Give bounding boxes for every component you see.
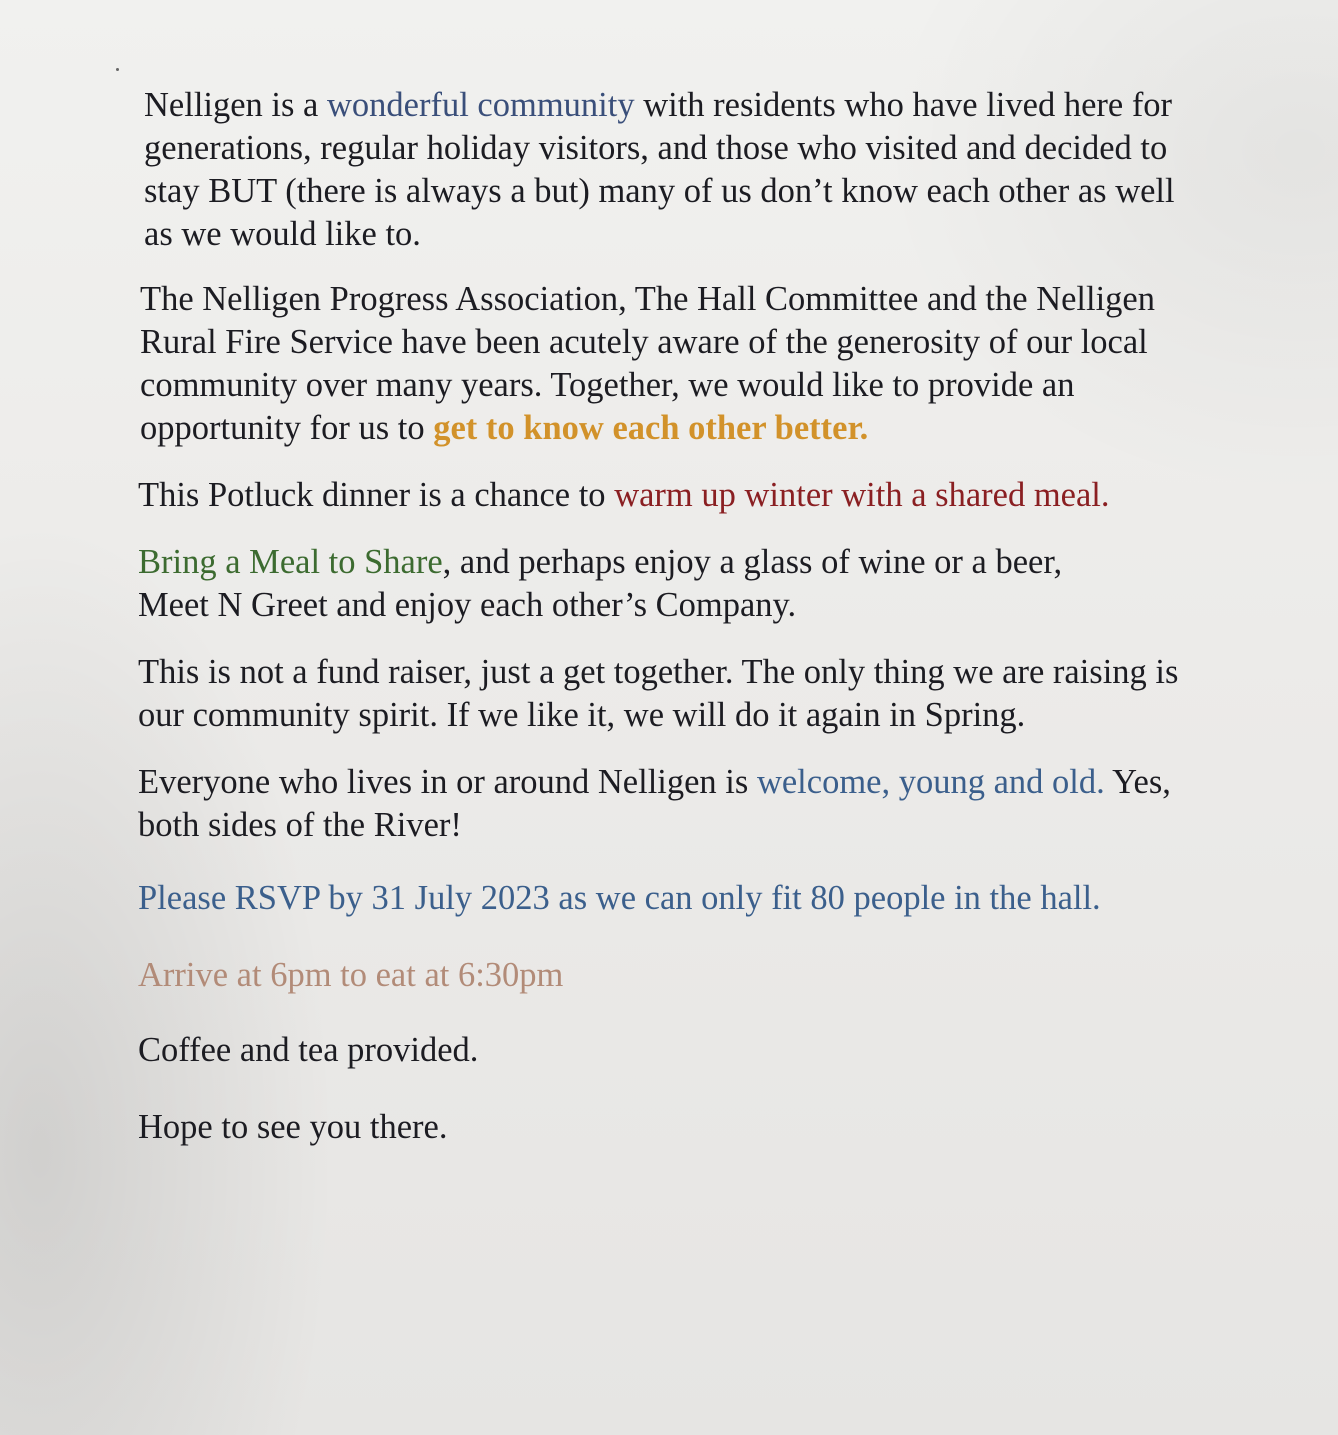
not-fundraiser-paragraph (138, 651, 1188, 737)
closing-paragraph (138, 1106, 1248, 1149)
rsvp-paragraph (138, 877, 1248, 920)
welcome-text-end: Yes, both sides of the River! (138, 763, 1171, 844)
intro-text-end: with residents who have lived here for generations, regular holiday visitors, and those who visited and decided to stay BUT (there is always a but) many of us don’t know each other as well as we would like to. (144, 86, 1175, 253)
closing-text: Hope to see you there. (138, 1108, 448, 1146)
potluck-paragraph (138, 474, 1158, 517)
flyer-text (138, 84, 1248, 1149)
welcome-text-start: Everyone who lives in or around Nelligen is (138, 763, 757, 801)
intro-highlight: wonderful community (327, 86, 635, 124)
welcome-paragraph (138, 761, 1188, 847)
arrival-time-paragraph (138, 954, 1248, 997)
potluck-text: This Potluck dinner is a chance to (138, 476, 615, 514)
organisers-text: The Nelligen Progress Association, The Hall Committee and the Nelligen Rural Fire Service have been acutely aware of the generosity of our local community over many years. Together, we would like to provide an opportunity for us to (140, 280, 1155, 447)
refreshments-text: Coffee and tea provided. (138, 1031, 479, 1069)
organisers-highlight: get to know each other better. (433, 409, 869, 447)
not-fundraiser-text: This is not a fund raiser, just a get together. The only thing we are raising is our community spirit. If we like it, we will do it again in Spring. (138, 653, 1179, 734)
bring-meal-text: , and perhaps enjoy a glass of wine or a beer, Meet N Greet and enjoy each other’s Company. (138, 543, 1063, 624)
bring-meal-paragraph (138, 541, 1138, 627)
intro-text-start: Nelligen is a (144, 86, 327, 124)
arrival-time-text: Arrive at 6pm to eat at 6:30pm (138, 956, 564, 994)
paper-speck (116, 68, 119, 71)
intro-paragraph (144, 84, 1184, 256)
potluck-highlight: warm up winter with a shared meal. (614, 476, 1110, 514)
rsvp-text: Please RSVP by 31 July 2023 as we can only fit 80 people in the hall. (138, 879, 1101, 917)
organisers-paragraph (140, 278, 1200, 450)
bring-meal-highlight: Bring a Meal to Share (138, 543, 443, 581)
refreshments-paragraph (138, 1029, 1248, 1072)
welcome-highlight: welcome, young and old. (756, 763, 1105, 801)
